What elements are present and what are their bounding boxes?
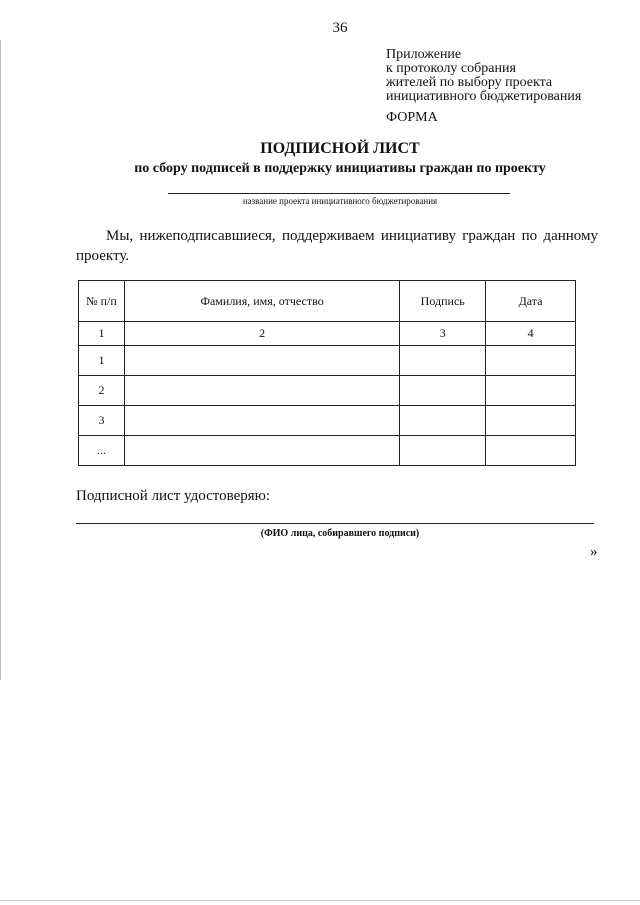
header-date: Дата bbox=[486, 281, 576, 322]
fullname-cell[interactable] bbox=[124, 376, 399, 406]
certify-label: Подписной лист удостоверяю: bbox=[76, 488, 271, 504]
date-cell[interactable] bbox=[486, 376, 576, 406]
date-cell[interactable] bbox=[486, 406, 576, 436]
scan-edge-line bbox=[0, 40, 1, 680]
signature-cell[interactable] bbox=[400, 346, 486, 376]
scan-bottom-line bbox=[0, 900, 640, 901]
fullname-cell[interactable] bbox=[124, 436, 399, 466]
fullname-cell[interactable] bbox=[124, 346, 399, 376]
table-row bbox=[79, 406, 576, 436]
appendix-header bbox=[386, 48, 581, 104]
row-number: ... bbox=[79, 436, 125, 466]
closing-quote: » bbox=[590, 544, 598, 560]
appendix-line: Приложение bbox=[386, 47, 462, 62]
table-row bbox=[79, 376, 576, 406]
appendix-line: инициативного бюджетирования bbox=[386, 89, 582, 104]
signature-cell[interactable] bbox=[400, 436, 486, 466]
signature-cell[interactable] bbox=[400, 406, 486, 436]
row-number: 2 bbox=[79, 376, 125, 406]
header-number: № п/п bbox=[79, 281, 125, 322]
project-name-line bbox=[168, 193, 510, 194]
table-numbering-row bbox=[79, 322, 576, 346]
signature-table bbox=[78, 280, 576, 466]
date-cell[interactable] bbox=[486, 346, 576, 376]
table-row bbox=[79, 436, 576, 466]
collector-name-line bbox=[76, 523, 594, 524]
fullname-cell[interactable] bbox=[124, 406, 399, 436]
appendix-line: к протоколу собрания bbox=[386, 61, 516, 76]
column-number: 1 bbox=[79, 322, 125, 346]
row-number: 1 bbox=[79, 346, 125, 376]
table-row bbox=[79, 346, 576, 376]
document-title: ПОДПИСНОЙ ЛИСТ bbox=[260, 140, 420, 157]
date-cell[interactable] bbox=[486, 436, 576, 466]
document-subtitle: по сбору подписей в поддержку инициативы граждан по проекту bbox=[134, 161, 546, 176]
page-number: 36 bbox=[332, 20, 348, 36]
table-header-row bbox=[79, 281, 576, 322]
project-name-caption: название проекта инициативного бюджетирования bbox=[242, 196, 438, 206]
column-number: 2 bbox=[124, 322, 399, 346]
intro-paragraph: Мы, нижеподписавшиеся, поддерживаем инициативу граждан по данному проекту. bbox=[76, 228, 598, 264]
row-number: 3 bbox=[79, 406, 125, 436]
header-signature: Подпись bbox=[400, 281, 486, 322]
header-fullname: Фамилия, имя, отчество bbox=[124, 281, 399, 322]
signature-cell[interactable] bbox=[400, 376, 486, 406]
column-number: 4 bbox=[486, 322, 576, 346]
form-label: ФОРМА bbox=[386, 110, 438, 125]
appendix-line: жителей по выбору проекта bbox=[386, 75, 553, 90]
collector-name-caption: (ФИО лица, собиравшего подписи) bbox=[260, 528, 420, 539]
column-number: 3 bbox=[400, 322, 486, 346]
